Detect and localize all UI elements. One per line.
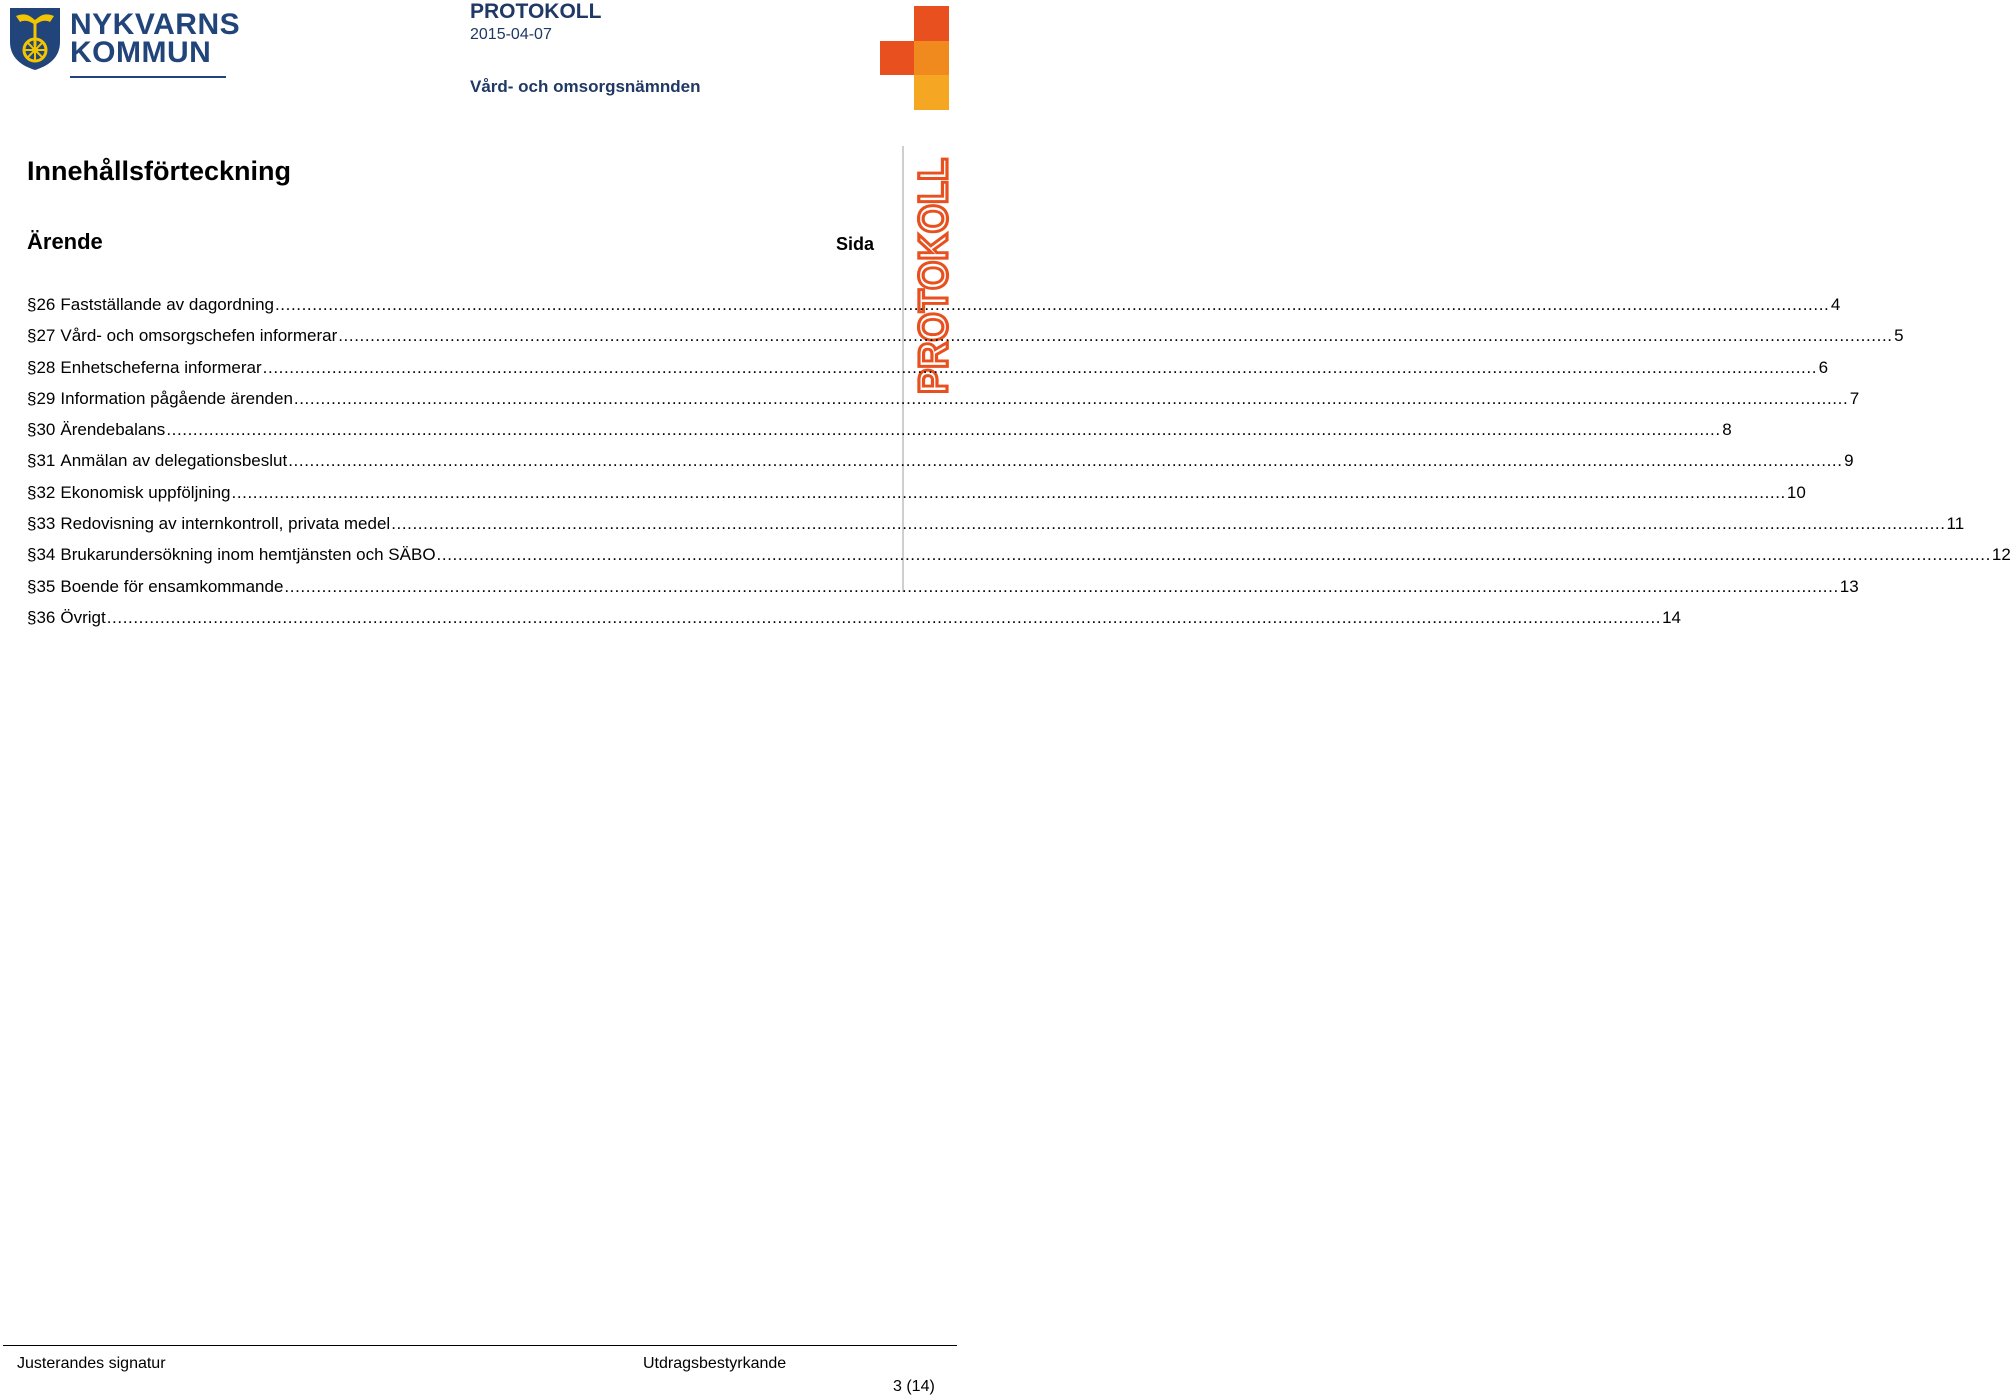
toc-leader-dots	[338, 320, 1892, 351]
toc-entry-number: 31	[36, 451, 56, 471]
paragraph-icon: §	[27, 420, 37, 440]
toc-entry[interactable]	[27, 414, 1732, 445]
toc-entry-title: Ekonomisk uppföljning	[60, 482, 231, 502]
decorative-squares-icon	[878, 4, 958, 114]
toc-leader-dots	[232, 477, 1786, 508]
toc-entry[interactable]	[27, 602, 1682, 633]
paragraph-icon: §	[27, 482, 37, 502]
toc-entry[interactable]	[27, 445, 1854, 476]
toc-entry-number: 30	[36, 420, 56, 440]
footer-signature-label: Justerandes signatur	[17, 1355, 166, 1372]
document-date: 2015-04-07	[470, 26, 552, 43]
department-name: Vård- och omsorgsnämnden	[470, 77, 701, 96]
paragraph-icon: §	[27, 451, 37, 471]
toc-entry[interactable]	[27, 352, 1829, 383]
paragraph-icon: §	[27, 514, 37, 534]
paragraph-icon: §	[27, 295, 37, 314]
toc-entry-title: Fastställande av dagordning	[60, 295, 274, 314]
toc-entry-page: 7	[1849, 388, 1860, 408]
toc-entry-page: 13	[1839, 576, 1859, 596]
footer-page-indicator: 3 (14)	[893, 1378, 935, 1395]
footer-extract-label: Utdragsbestyrkande	[643, 1355, 787, 1372]
logo-text-line2: KOMMUN	[70, 36, 212, 69]
paragraph-icon: §	[27, 326, 37, 346]
toc-entry-number: 27	[36, 326, 56, 346]
toc-entry-number: 28	[36, 357, 56, 377]
logo-underline	[70, 76, 226, 78]
toc-column-page-header: Sida	[836, 234, 875, 254]
toc-list	[27, 289, 2011, 633]
document-type-title: PROTOKOLL	[470, 0, 602, 23]
toc-entry[interactable]	[27, 571, 1859, 602]
toc-entry-number: 35	[36, 576, 56, 596]
toc-leader-dots	[166, 414, 1720, 445]
toc-entry[interactable]	[27, 320, 1904, 351]
toc-entry-page: 11	[1946, 514, 1965, 534]
toc-leader-dots	[275, 289, 1829, 320]
logo-text-line1: NYKVARNS	[70, 8, 241, 41]
toc-leader-dots	[294, 383, 1848, 414]
toc-entry-title: Redovisning av internkontroll, privata medel	[60, 514, 391, 534]
toc-entry[interactable]	[27, 508, 1965, 539]
paragraph-icon: §	[27, 357, 37, 377]
toc-entry-title: Anmälan av delegationsbeslut	[60, 451, 288, 471]
municipality-logo	[6, 4, 241, 80]
toc-entry-number: 26	[36, 295, 56, 314]
toc-entry-page: 10	[1786, 482, 1806, 502]
toc-entry-page: 14	[1662, 607, 1682, 627]
toc-entry-title: Information pågående ärenden	[60, 388, 293, 408]
toc-column-item-header: Ärende	[27, 229, 103, 254]
paragraph-icon: §	[27, 576, 37, 596]
toc-entry[interactable]	[27, 289, 1841, 320]
toc-entry-page: 8	[1722, 420, 1732, 440]
toc-entry-number: 36	[36, 607, 56, 627]
toc-leader-dots	[437, 539, 1991, 570]
toc-entry-page: 4	[1830, 295, 1841, 314]
toc-leader-dots	[284, 571, 1838, 602]
toc-entry[interactable]	[27, 477, 1806, 508]
toc-leader-dots	[107, 602, 1661, 633]
toc-leader-dots	[391, 508, 1945, 539]
toc-entry-title: Övrigt	[60, 607, 106, 627]
toc-entry-page: 6	[1818, 357, 1829, 377]
toc-entry-number: 29	[36, 388, 56, 408]
toc-entry[interactable]	[27, 383, 1860, 414]
toc-entry-page: 12	[1991, 545, 2011, 565]
toc-entry-page: 9	[1844, 451, 1854, 471]
toc-title: Innehållsförteckning	[27, 156, 292, 186]
toc-entry-title: Boende för ensamkommande	[60, 576, 284, 596]
toc-entry-number: 34	[36, 545, 56, 565]
toc-leader-dots	[288, 445, 1842, 476]
footer-divider	[3, 1345, 957, 1346]
coat-of-arms-icon	[8, 6, 62, 72]
paragraph-icon: §	[27, 388, 37, 408]
toc-entry-title: Enhetscheferna informerar	[60, 357, 262, 377]
toc-entry-title: Vård- och omsorgschefen informerar	[60, 326, 338, 346]
toc-entry[interactable]	[27, 539, 2011, 570]
toc-leader-dots	[263, 352, 1817, 383]
toc-entry-title: Ärendebalans	[60, 420, 166, 440]
toc-entry-number: 33	[36, 514, 56, 534]
toc-entry-page: 5	[1894, 326, 1904, 346]
toc-entry-title: Brukarundersökning inom hemtjänsten och SÄBO	[60, 545, 436, 565]
side-vertical-label-text: PROTOKOLL	[910, 137, 956, 394]
paragraph-icon: §	[27, 607, 37, 627]
toc-entry-number: 32	[36, 482, 56, 502]
paragraph-icon: §	[27, 545, 37, 565]
